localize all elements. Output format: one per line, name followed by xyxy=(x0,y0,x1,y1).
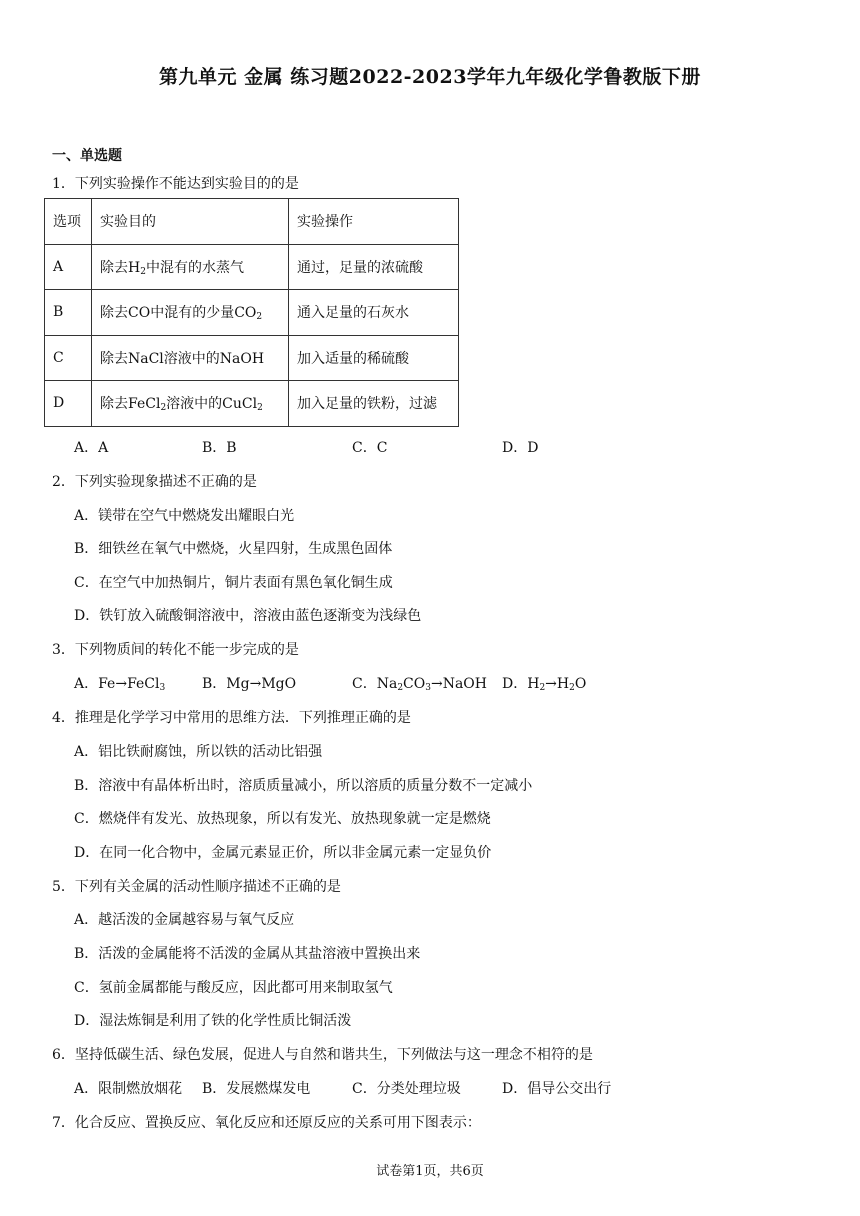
choice-d[interactable] xyxy=(502,673,586,693)
page-title: 第九单元 金属 练习题2022-2023学年九年级化学鲁教版下册 xyxy=(159,66,701,88)
choice-a[interactable] xyxy=(74,673,165,693)
question-3-stem: 3．下列物质间的转化不能一步完成的是 xyxy=(52,642,299,658)
choice-b[interactable]: B．B xyxy=(202,440,237,456)
question-2-stem: 2．下列实验现象描述不正确的是 xyxy=(52,474,257,490)
purpose-text: 除去NaCl溶液中的NaOH xyxy=(100,350,265,367)
choice-c[interactable]: C．燃烧伴有发光、放热现象，所以有发光、放热现象就一定是燃烧 xyxy=(74,811,491,827)
purpose-text: 中混有的水蒸气 xyxy=(145,259,244,276)
choice-a[interactable]: A．A xyxy=(74,440,109,456)
subscript: 2 xyxy=(569,683,575,693)
table-cell-purpose xyxy=(92,290,289,336)
choice-text: A．Fe→FeCl xyxy=(74,676,160,692)
choice-d[interactable]: D．D xyxy=(502,440,539,456)
subscript: 2 xyxy=(397,683,404,693)
table-cell-option: C xyxy=(45,335,92,381)
table-row xyxy=(45,290,459,336)
choice-text: D．H xyxy=(502,676,540,692)
table-cell-purpose xyxy=(92,335,289,381)
choice-c[interactable]: C．氢前金属都能与酸反应，因此都可用来制取氢气 xyxy=(74,980,393,996)
table-row xyxy=(45,335,459,381)
table-cell-operation: 加入适量的稀硫酸 xyxy=(289,335,459,381)
choice-b[interactable]: B．活泼的金属能将不活泼的金属从其盐溶液中置换出来 xyxy=(74,946,421,962)
choice-c[interactable]: C．C xyxy=(352,440,388,456)
table-header-cell: 选项 xyxy=(45,199,92,245)
choice-c[interactable]: C．在空气中加热铜片，铜片表面有黑色氧化铜生成 xyxy=(74,575,393,591)
purpose-text: 除去CO中混有的少量CO xyxy=(100,305,257,322)
choice-a[interactable]: A．铝比铁耐腐蚀，所以铁的活动比铝强 xyxy=(74,744,323,760)
table-cell-option: D xyxy=(45,381,92,427)
table-header-cell: 实验目的 xyxy=(92,199,289,245)
table-cell-purpose xyxy=(92,381,289,427)
question-5-stem: 5．下列有关金属的活动性顺序描述不正确的是 xyxy=(52,879,341,895)
choice-a[interactable]: A．越活泼的金属越容易与氧气反应 xyxy=(74,912,295,928)
table-row xyxy=(45,244,459,290)
choice-c[interactable]: C．分类处理垃圾 xyxy=(352,1081,461,1097)
subscript: 2 xyxy=(539,683,546,693)
subscript: 3 xyxy=(159,683,166,693)
choice-a[interactable]: A．限制燃放烟花 xyxy=(74,1081,183,1097)
table-cell-operation: 通过，足量的浓硫酸 xyxy=(289,244,459,290)
page-footer: 试卷第1页，共6页 xyxy=(376,1164,484,1179)
subscript: 2 xyxy=(160,403,167,414)
choice-d[interactable]: D．倡导公交出行 xyxy=(502,1081,612,1097)
purpose-text: 溶液中的CuCl xyxy=(166,396,258,413)
choice-b[interactable]: B．发展燃煤发电 xyxy=(202,1081,311,1097)
choice-c[interactable] xyxy=(352,673,487,693)
choice-d[interactable]: D．湿法炼铜是利用了铁的化学性质比铜活泼 xyxy=(74,1013,352,1029)
choice-d[interactable]: D．在同一化合物中，金属元素显正价，所以非金属元素一定显负价 xyxy=(74,845,492,861)
question-7-stem: 7．化合反应、置换反应、氧化反应和还原反应的关系可用下图表示： xyxy=(52,1115,481,1131)
purpose-text: 除去H xyxy=(100,259,141,276)
choice-text: CO xyxy=(403,676,426,692)
choice-text: C．Na xyxy=(352,676,398,692)
subscript: 2 xyxy=(257,403,263,414)
choice-text: →NaOH xyxy=(430,676,487,692)
choice-text: →H xyxy=(545,676,570,692)
table-cell-option: A xyxy=(45,244,92,290)
section-heading: 一、单选题 xyxy=(52,148,122,164)
choice-text: O xyxy=(574,676,587,692)
table-cell-operation: 加入足量的铁粉，过滤 xyxy=(289,381,459,427)
table-cell-operation: 通入足量的石灰水 xyxy=(289,290,459,336)
table-row xyxy=(45,381,459,427)
table-cell-purpose xyxy=(92,244,289,290)
subscript: 2 xyxy=(256,312,263,323)
choice-b[interactable]: B．Mg→MgO xyxy=(202,676,297,692)
choice-b[interactable]: B．溶液中有晶体析出时，溶质质量减小，所以溶质的质量分数不一定减小 xyxy=(74,778,533,794)
purpose-text: 除去FeCl xyxy=(100,396,161,413)
table-header-row xyxy=(45,199,459,245)
question-6-stem: 6．坚持低碳生活、绿色发展，促进人与自然和谐共生，下列做法与这一理念不相符的是 xyxy=(52,1047,593,1063)
question-1-stem: 1．下列实验操作不能达到实验目的的是 xyxy=(52,176,299,192)
choice-a[interactable]: A．镁带在空气中燃烧发出耀眼白光 xyxy=(74,508,295,524)
question-1-table xyxy=(44,198,459,427)
table-header-cell: 实验操作 xyxy=(289,199,459,245)
subscript: 3 xyxy=(425,683,431,693)
table-cell-option: B xyxy=(45,290,92,336)
choice-d[interactable]: D．铁钉放入硫酸铜溶液中，溶液由蓝色逐渐变为浅绿色 xyxy=(74,608,422,624)
question-4-stem: 4．推理是化学学习中常用的思维方法．下列推理正确的是 xyxy=(52,710,411,726)
choice-b[interactable]: B．细铁丝在氧气中燃烧，火星四射，生成黑色固体 xyxy=(74,541,393,557)
subscript: 2 xyxy=(140,266,146,277)
